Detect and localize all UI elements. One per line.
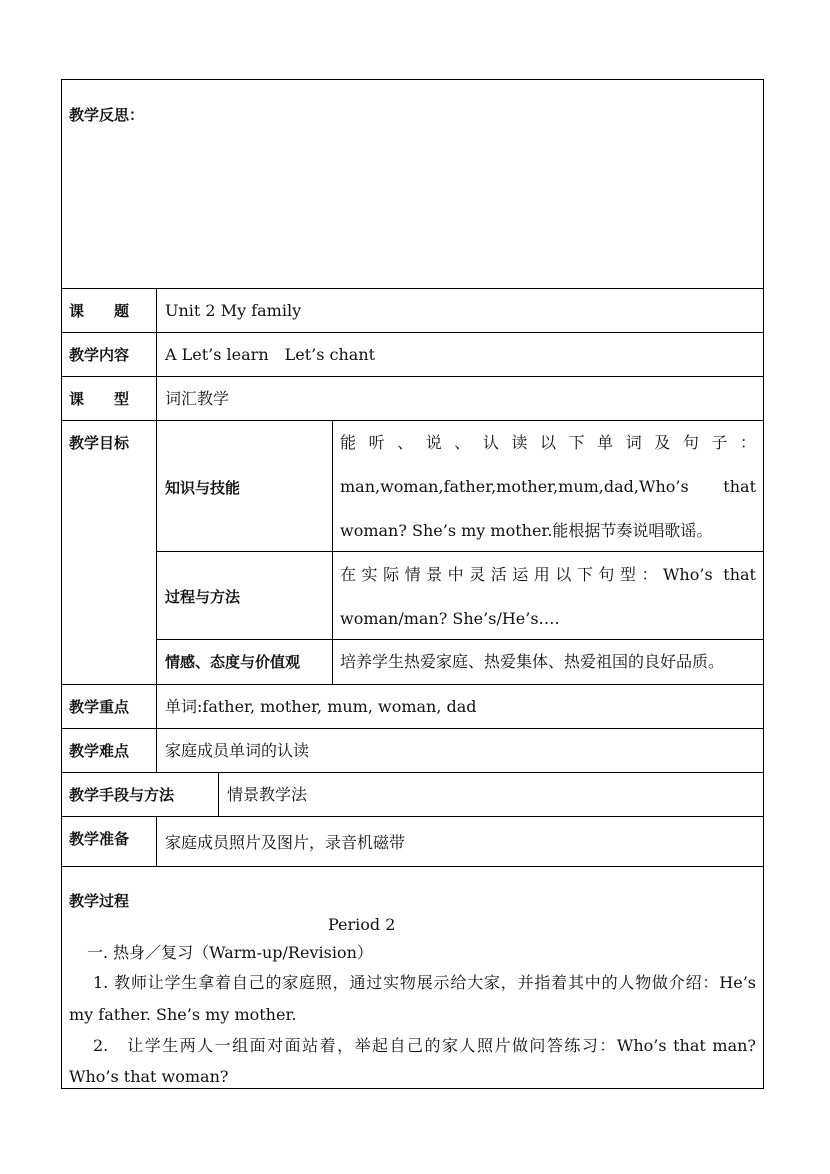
topic-label: 课 题 xyxy=(69,302,130,320)
process-item-line: 2. 让学生两人一组面对面站着，举起自己的家人照片做问答练习：Who’s that man? xyxy=(93,1036,756,1055)
goal-process-line: 在实际情景中灵活运用以下句型：Who’s that xyxy=(340,565,756,584)
type-label: 课 型 xyxy=(69,390,130,408)
goal-emotion-label: 情感、态度与价值观 xyxy=(165,653,301,671)
goal-knowledge-label: 知识与技能 xyxy=(165,479,241,497)
row-divider xyxy=(61,728,764,729)
goal-process-label: 过程与方法 xyxy=(165,588,241,606)
content-label: 教学内容 xyxy=(69,346,130,364)
method-label: 教学手段与方法 xyxy=(69,786,175,804)
type-value: 词汇教学 xyxy=(165,389,230,408)
goal-process-line: woman/man? She’s/He’s…. xyxy=(340,609,560,628)
column-divider xyxy=(156,816,157,866)
row-divider xyxy=(61,332,764,333)
process-item-line: my father. She’s my mother. xyxy=(69,1005,297,1024)
reflection-label: 教学反思： xyxy=(69,106,145,124)
difficulty-value: 家庭成员单词的认读 xyxy=(165,741,310,760)
row-divider xyxy=(61,376,764,377)
row-divider xyxy=(61,816,764,817)
row-divider xyxy=(61,288,764,289)
process-item-line: 1. 教师让学生拿着自己的家庭照，通过实物展示给大家，并指着其中的人物做介绍：He’s xyxy=(93,973,756,992)
goal-knowledge-line: man,woman,father,mother,mum,dad,Who’s that xyxy=(340,477,756,496)
goal-knowledge-line: woman? She’s my mother.能根据节奏说唱歌谣。 xyxy=(340,521,713,540)
section-heading: 一. 热身／复习（Warm-up/Revision） xyxy=(87,943,373,962)
goal-knowledge-line: 能听、说、认读以下单词及句子： xyxy=(340,433,756,452)
goals-label: 教学目标 xyxy=(69,434,130,452)
row-divider xyxy=(61,866,764,867)
process-label: 教学过程 xyxy=(69,892,130,910)
column-divider xyxy=(218,772,219,816)
column-divider xyxy=(332,420,333,684)
prep-label: 教学准备 xyxy=(69,830,130,848)
key-value: 单词:father, mother, mum, woman, dad xyxy=(165,697,477,716)
process-item-line: Who’s that woman? xyxy=(69,1067,229,1086)
method-value: 情景教学法 xyxy=(227,785,308,804)
goal-emotion-line: 培养学生热爱家庭、热爱集体、热爱祖国的良好品质。 xyxy=(340,652,725,671)
column-divider xyxy=(156,288,157,772)
prep-value: 家庭成员照片及图片，录音机磁带 xyxy=(165,833,406,852)
row-divider xyxy=(156,639,764,640)
difficulty-label: 教学难点 xyxy=(69,742,130,760)
row-divider xyxy=(61,772,764,773)
row-divider xyxy=(61,684,764,685)
topic-value: Unit 2 My family xyxy=(165,301,302,320)
content-value: A Let’s learn Let’s chant xyxy=(165,345,376,364)
period-title: Period 2 xyxy=(328,915,396,934)
row-divider xyxy=(61,420,764,421)
key-label: 教学重点 xyxy=(69,698,130,716)
row-divider xyxy=(156,551,764,552)
